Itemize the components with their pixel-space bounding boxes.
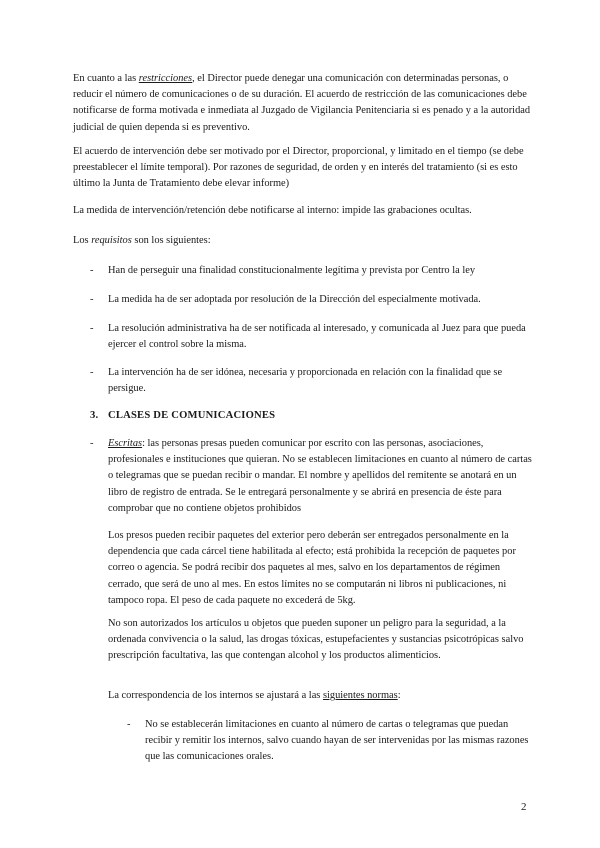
text: En cuanto a las — [73, 73, 139, 84]
list-item — [90, 321, 532, 353]
paragraph-restricciones — [73, 71, 533, 136]
text: : las personas presas pueden comunicar por escrito con las personas, asociaciones, profesionales e instituciones que quieran. No se establecen limitaciones en cuanto al número de cartas o telegramas que se puedan recibir o mandar. El nombre y apellidos del remitente se anotará en un libro de registro de entrada. Se le entregará personalmente y se abrirá en presencia de éste para comprobar que no contiene objetos prohibidos — [108, 438, 532, 514]
list-item-text: La medida ha de ser adoptada por resolución de la Dirección del especialmente motivada. — [108, 294, 481, 305]
paragraph-paquetes: Los presos pueden recibir paquetes del exterior pero deberán ser entregados personalmente en la dependencia que cada cárcel tiene habilitada al efecto; está prohibida la recepción de paquetes por correo o agencia. Se podrá recibir dos paquetes al mes, salvo en los departamentos de régimen cerrado, que será de uno al mes. En estos límites no se computarán ni libros ni publicaciones, ni tampoco ropa. El peso de cada paquete no excederá de 5kg. — [108, 530, 516, 606]
escritas-term: Escritas — [108, 438, 143, 449]
section-heading — [90, 408, 275, 424]
list-item — [90, 365, 532, 397]
paragraph-intervencion: El acuerdo de intervención debe ser motivado por el Director, proporcional, y limitado en el tiempo (se debe preestablecer el límite temporal). Por razones de seguridad, de orden y en interés del tratamiento (si es esto último la Junta de Tratamiento debe elevar informe) — [73, 146, 524, 190]
paragraph-notificacion: La medida de intervención/retención debe notificarse al interno: impide las grabaciones ocultas. — [73, 205, 472, 216]
list-item-text — [108, 436, 532, 517]
normas-link[interactable]: siguientes normas — [322, 690, 398, 701]
bullet-dash: - — [90, 438, 94, 449]
list-item-escritas — [90, 436, 532, 517]
list-item — [90, 292, 532, 308]
page-number: 2 — [521, 801, 527, 813]
bullet-dash: - — [90, 265, 94, 276]
text: : — [397, 690, 401, 701]
text: Los — [73, 235, 92, 246]
list-item — [127, 717, 533, 766]
list-item — [90, 263, 532, 279]
restricciones-link[interactable]: restricciones — [138, 73, 193, 84]
bullet-dash: - — [90, 294, 94, 305]
text: son los siguientes: — [131, 235, 211, 246]
requisitos-term: requisitos — [91, 235, 132, 246]
list-item-text: No se establecerán limitaciones en cuanto al número de cartas o telegramas que puedan recibir y remitir los internos, salvo cuando hayan de ser intervenidas por las mismas razones que las comunicaciones orales. — [145, 719, 529, 763]
list-item-text: La resolución administrativa ha de ser notificada al interesado, y comunicada al Juez para que pueda ejercer el control sobre la misma. — [108, 323, 526, 351]
paragraph-prohibidos: No son autorizados los artículos u objetos que pueden suponer un peligro para la seguridad, a la ordenada convivencia o la salud, las drogas tóxicas, estupefacientes y sustancias psicotrópicas salvo prescripción facultativa, las que contengan alcohol y los productos alimenticios. — [108, 618, 524, 662]
bullet-dash: - — [90, 367, 94, 378]
text: , el Director puede denegar una comunicación con determinadas personas, o reducir el número de comunicaciones o de su duración. El acuerdo de restricción de las comunicaciones debe notificarse de forma motivada e inmediata al Juzgado de Vigilancia Penitenciaria si es penado y a la autoridad judicial de quien dependa si es preventivo. — [73, 73, 531, 133]
section-number: 3. — [90, 410, 99, 421]
paragraph-requisitos-intro — [73, 233, 533, 249]
list-item-text: Han de perseguir una finalidad constitucionalmente legítima y prevista por Centro la ley — [108, 265, 476, 276]
paragraph-correspondencia — [108, 688, 532, 704]
section-title: CLASES DE COMUNICACIONES — [108, 410, 276, 421]
text: La correspondencia de los internos se ajustará a las — [108, 690, 323, 701]
bullet-dash: - — [90, 323, 94, 334]
list-item-text: La intervención ha de ser idónea, necesaria y proporcionada en relación con la finalidad que se persigue. — [108, 367, 503, 395]
bullet-dash: - — [127, 719, 131, 730]
